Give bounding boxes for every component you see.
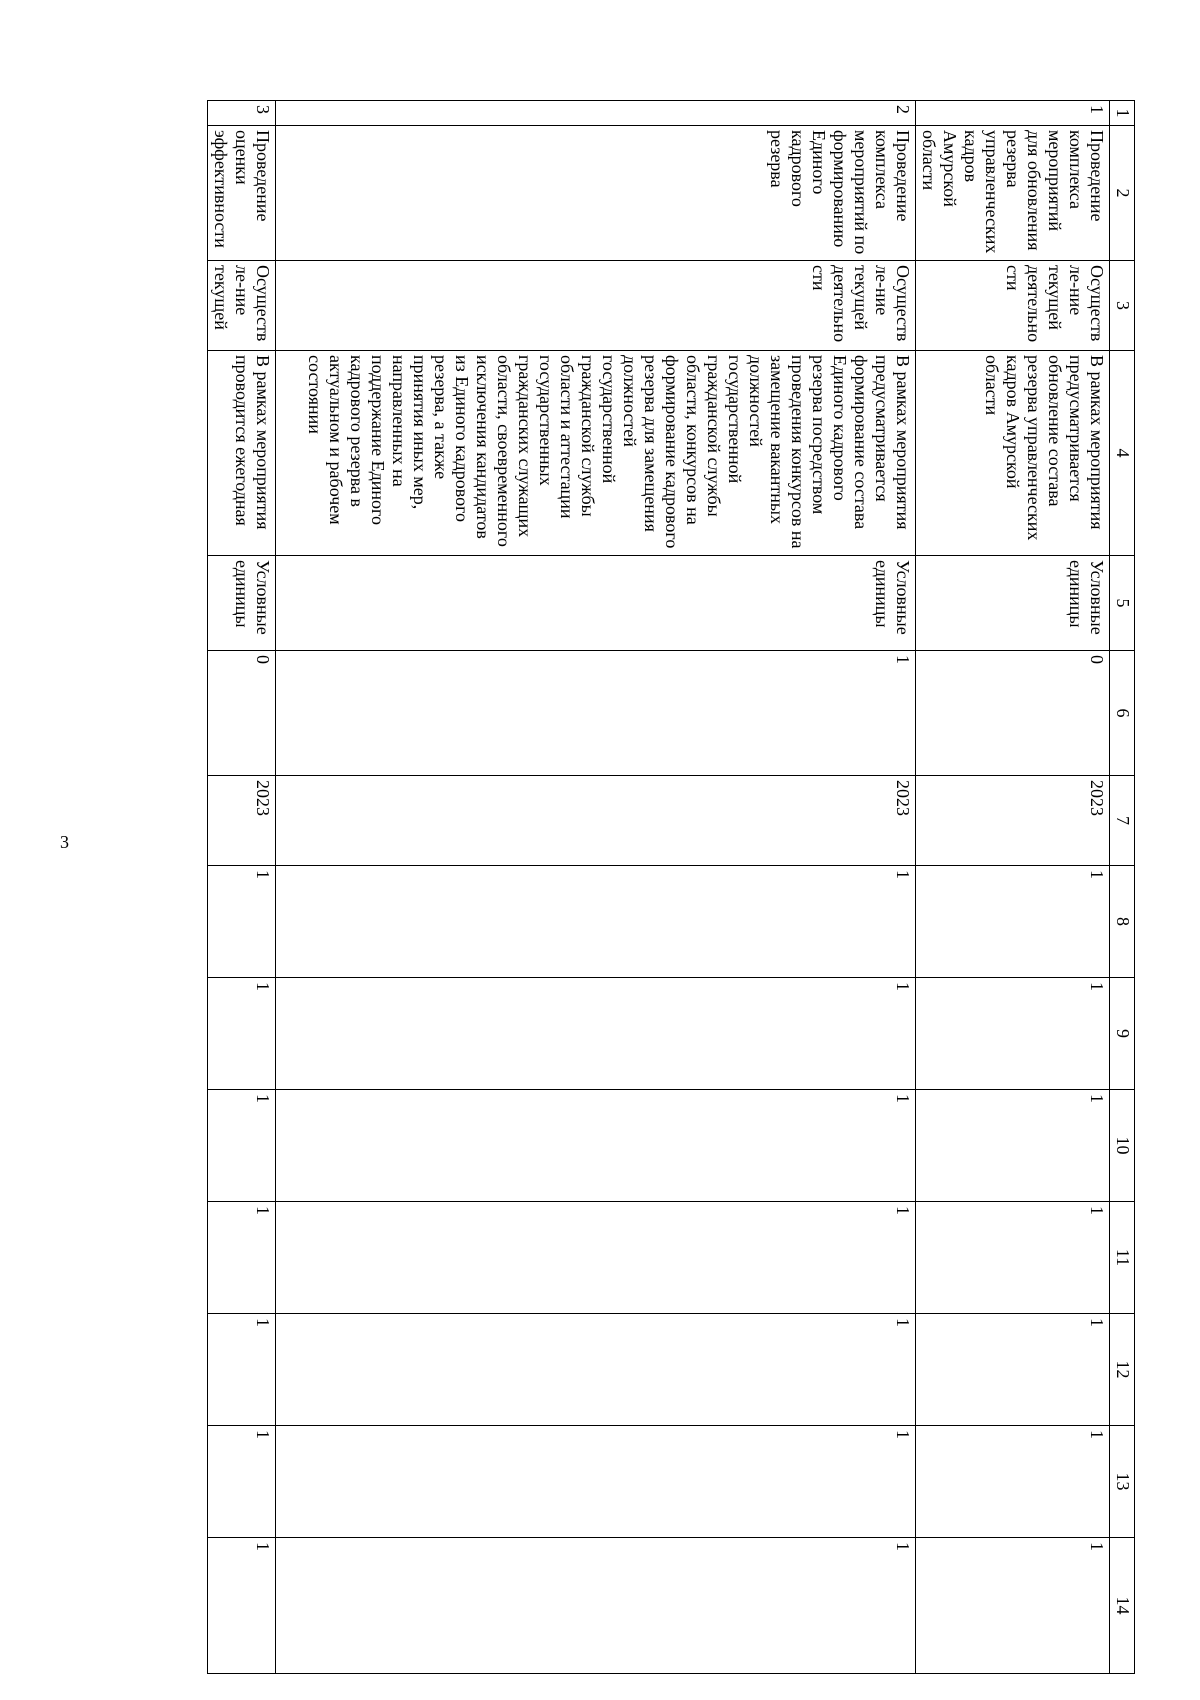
funding-source-cell: Осуществле-ние текущей	[208, 261, 276, 351]
value-cell: 1	[276, 1426, 916, 1538]
value-cell: 1	[208, 1426, 276, 1538]
value-cell: 1	[276, 1202, 916, 1314]
value-cell: 1	[208, 866, 276, 978]
header-cell: 13	[1110, 1426, 1135, 1538]
value-cell: 1	[208, 1202, 276, 1314]
header-cell: 6	[1110, 651, 1135, 776]
description-cell: В рамках мероприятия предусматривается формирование состава Единого кадрового резерва посредством проведения конкурсов на замещение вакантных должностей государственной гражданской службы области, конкурсов на формирование кадрового резерва для замещения должностей государственной гражданской службы области и аттестации государственных гражданских служащих области, своевременного исключения кандидатов из Единого кадрового резерва, а также принятия иных мер, направленных на поддержание Единого кадрового резерва в актуальном и рабочем состоянии	[276, 351, 916, 556]
base-value-cell: 0	[916, 651, 1110, 776]
value-cell: 1	[276, 1538, 916, 1674]
value-cell: 1	[208, 978, 276, 1090]
value-cell: 1	[208, 1314, 276, 1426]
value-cell: 1	[276, 978, 916, 1090]
header-cell: 3	[1110, 261, 1135, 351]
year-cell: 2023	[276, 776, 916, 866]
description-cell: В рамках мероприятия проводится ежегодная	[208, 351, 276, 556]
header-cell: 1	[1110, 101, 1135, 126]
header-cell: 14	[1110, 1538, 1135, 1674]
year-cell: 2023	[208, 776, 276, 866]
funding-source-cell: Осуществле-ние текущей деятельности	[916, 261, 1110, 351]
unit-cell: Условные единицы	[276, 556, 916, 651]
value-cell: 1	[276, 866, 916, 978]
funding-source-cell: Осуществле-ние текущей деятельности	[276, 261, 916, 351]
header-cell: 7	[1110, 776, 1135, 866]
table-row	[208, 101, 276, 1674]
header-cell: 11	[1110, 1202, 1135, 1314]
value-cell: 1	[276, 1090, 916, 1202]
unit-cell: Условные единицы	[916, 556, 1110, 651]
value-cell: 1	[208, 1090, 276, 1202]
value-cell: 1	[916, 1202, 1110, 1314]
value-cell: 1	[916, 1426, 1110, 1538]
header-row	[1110, 101, 1135, 1674]
value-cell: 1	[916, 866, 1110, 978]
header-cell: 2	[1110, 126, 1135, 261]
row-number-cell: 3	[208, 101, 276, 126]
data-table	[207, 100, 1135, 1674]
event-name-cell: Проведение оценки эффективности	[208, 126, 276, 261]
value-cell: 1	[208, 1538, 276, 1674]
base-value-cell: 0	[208, 651, 276, 776]
table-row	[916, 101, 1110, 1674]
header-cell: 5	[1110, 556, 1135, 651]
year-cell: 2023	[916, 776, 1110, 866]
value-cell: 1	[916, 1314, 1110, 1426]
header-cell: 9	[1110, 978, 1135, 1090]
value-cell: 1	[916, 1090, 1110, 1202]
value-cell: 1	[916, 1538, 1110, 1674]
row-number-cell: 2	[276, 101, 916, 126]
value-cell: 1	[916, 978, 1110, 1090]
page-number: 3	[60, 832, 69, 852]
rotated-table-container	[165, 100, 1135, 1670]
event-name-cell: Проведение комплекса мероприятий по формированию Единого кадрового резерва	[276, 126, 916, 261]
header-cell: 8	[1110, 866, 1135, 978]
header-cell: 12	[1110, 1314, 1135, 1426]
table-row	[276, 101, 916, 1674]
row-number-cell: 1	[916, 101, 1110, 126]
description-cell: В рамках мероприятия предусматривается обновление состава резерва управленческих кадров Амурской области	[916, 351, 1110, 556]
unit-cell: Условные единицы	[208, 556, 276, 651]
header-cell: 4	[1110, 351, 1135, 556]
header-cell: 10	[1110, 1090, 1135, 1202]
base-value-cell: 1	[276, 651, 916, 776]
value-cell: 1	[276, 1314, 916, 1426]
event-name-cell: Проведение комплекса мероприятий для обновления резерва управленческих кадров Амурской области	[916, 126, 1110, 261]
